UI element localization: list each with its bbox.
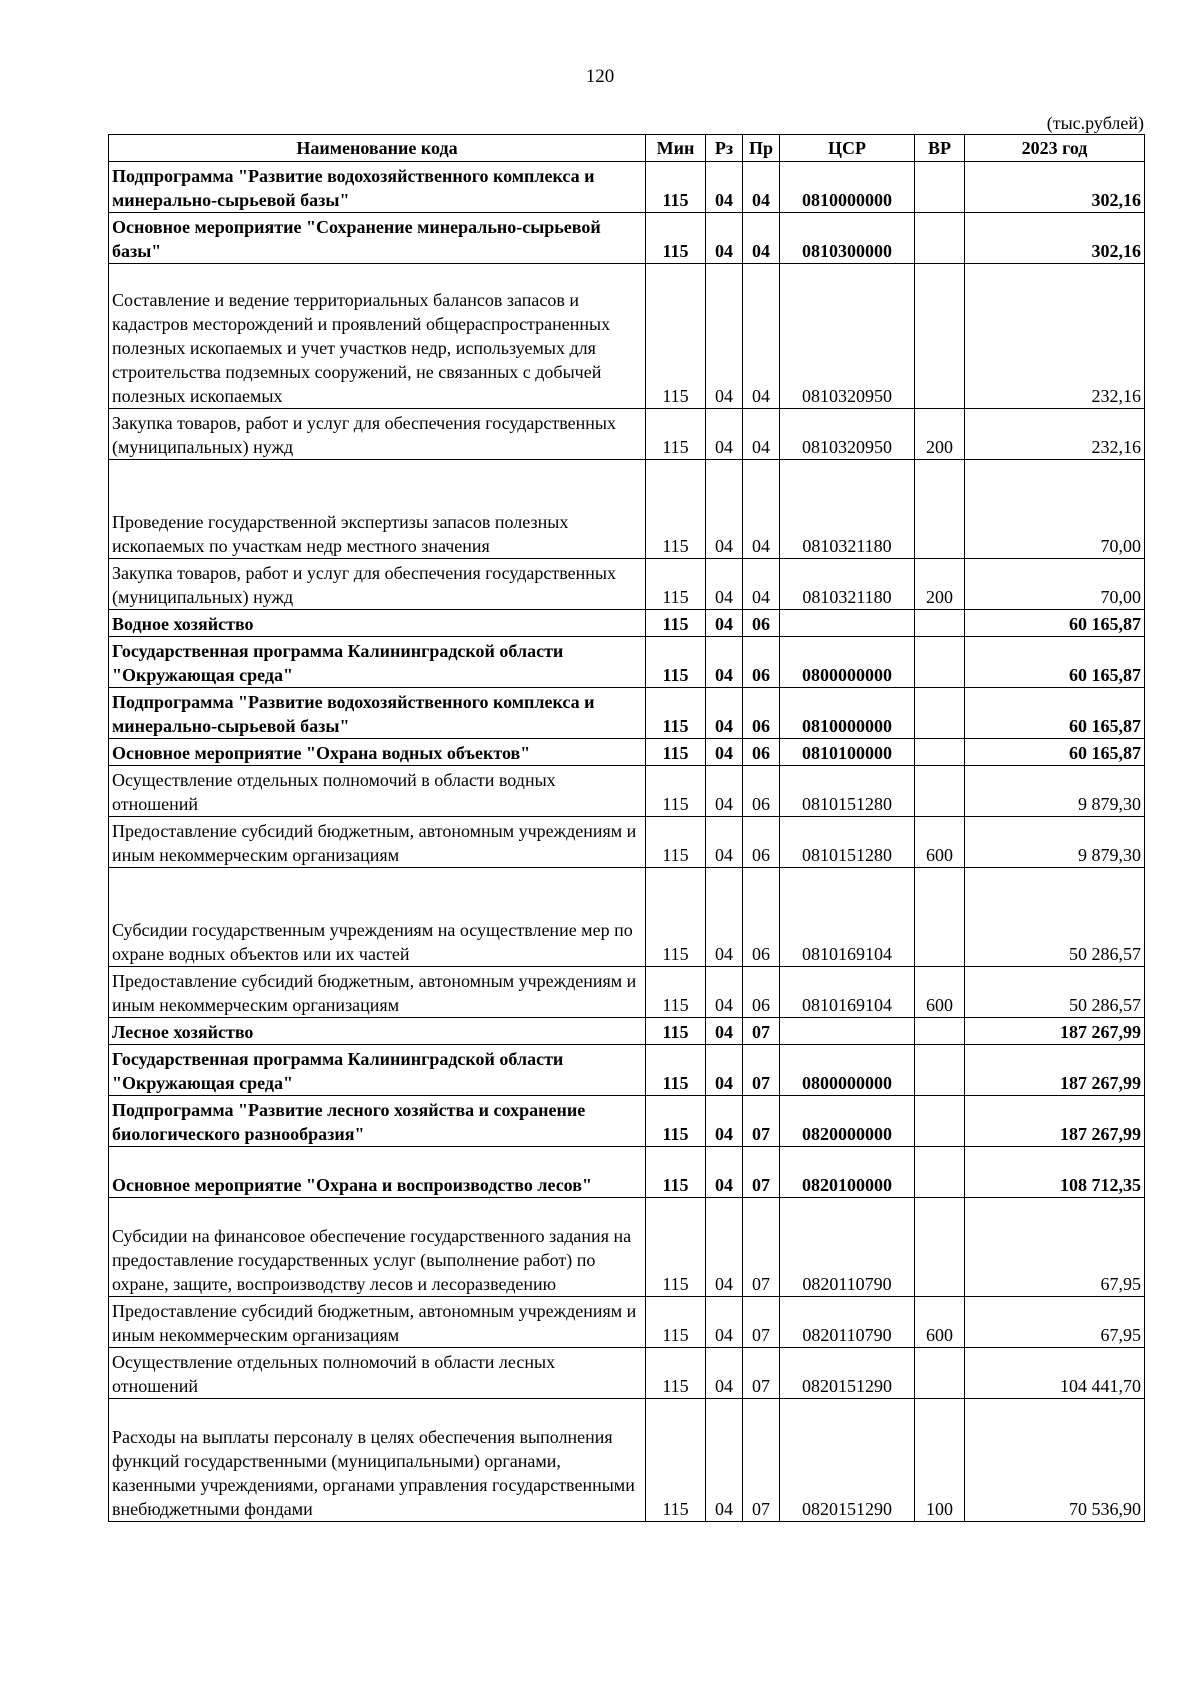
page-number: 120 <box>585 66 615 87</box>
cell-sum: 232,16 <box>965 264 1145 409</box>
cell-vr <box>915 1096 965 1147</box>
cell-sum: 70,00 <box>965 559 1145 610</box>
cell-pr: 07 <box>743 1018 780 1045</box>
cell-vr <box>915 1348 965 1399</box>
cell-vr: 200 <box>915 409 965 460</box>
cell-name: Водное хозяйство <box>109 610 646 637</box>
cell-sum: 67,95 <box>965 1297 1145 1348</box>
cell-csr: 0810320950 <box>780 264 915 409</box>
cell-rz: 04 <box>706 1348 743 1399</box>
table-row <box>109 1297 1145 1348</box>
cell-csr: 0820151290 <box>780 1348 915 1399</box>
cell-pr: 04 <box>743 162 780 213</box>
cell-pr: 06 <box>743 817 780 868</box>
cell-rz: 04 <box>706 162 743 213</box>
cell-pr: 07 <box>743 1096 780 1147</box>
table-row <box>109 213 1145 264</box>
cell-rz: 04 <box>706 1096 743 1147</box>
cell-csr: 0810151280 <box>780 766 915 817</box>
cell-vr: 100 <box>915 1399 965 1522</box>
table-row <box>109 610 1145 637</box>
header-min: Мин <box>646 135 706 162</box>
cell-rz: 04 <box>706 766 743 817</box>
table-row <box>109 1096 1145 1147</box>
cell-csr: 0810321180 <box>780 460 915 559</box>
table-row <box>109 739 1145 766</box>
cell-csr: 0820100000 <box>780 1147 915 1198</box>
cell-name: Подпрограмма "Развитие водохозяйственного комплекса и минерально-сырьевой базы" <box>109 162 646 213</box>
cell-name: Проведение государственной экспертизы запасов полезных ископаемых по участкам недр местного значения <box>109 460 646 559</box>
cell-csr: 0810000000 <box>780 162 915 213</box>
cell-sum: 60 165,87 <box>965 610 1145 637</box>
cell-name: Предоставление субсидий бюджетным, автономным учреждениям и иным некоммерческим организациям <box>109 817 646 868</box>
table-row <box>109 1198 1145 1297</box>
cell-csr: 0820110790 <box>780 1297 915 1348</box>
cell-name: Подпрограмма "Развитие лесного хозяйства и сохранение биологического разнообразия" <box>109 1096 646 1147</box>
cell-min: 115 <box>646 610 706 637</box>
cell-pr: 06 <box>743 739 780 766</box>
cell-pr: 06 <box>743 688 780 739</box>
cell-csr: 0810320950 <box>780 409 915 460</box>
cell-rz: 04 <box>706 1045 743 1096</box>
cell-sum: 232,16 <box>965 409 1145 460</box>
cell-min: 115 <box>646 868 706 967</box>
cell-rz: 04 <box>706 213 743 264</box>
header-year: 2023 год <box>965 135 1145 162</box>
cell-vr: 600 <box>915 1297 965 1348</box>
cell-name: Подпрограмма "Развитие водохозяйственного комплекса и минерально-сырьевой базы" <box>109 688 646 739</box>
cell-min: 115 <box>646 967 706 1018</box>
cell-rz: 04 <box>706 1147 743 1198</box>
header-pr: Пр <box>743 135 780 162</box>
cell-vr: 600 <box>915 817 965 868</box>
cell-pr: 06 <box>743 637 780 688</box>
table-row <box>109 264 1145 409</box>
cell-vr <box>915 637 965 688</box>
units-label: (тыс.рублей) <box>1046 113 1144 133</box>
cell-pr: 07 <box>743 1297 780 1348</box>
cell-rz: 04 <box>706 1399 743 1522</box>
cell-csr: 0810300000 <box>780 213 915 264</box>
cell-min: 115 <box>646 264 706 409</box>
cell-rz: 04 <box>706 817 743 868</box>
cell-pr: 04 <box>743 460 780 559</box>
cell-csr: 0800000000 <box>780 637 915 688</box>
cell-rz: 04 <box>706 610 743 637</box>
cell-rz: 04 <box>706 559 743 610</box>
cell-csr: 0810169104 <box>780 967 915 1018</box>
cell-vr <box>915 766 965 817</box>
table-row <box>109 1045 1145 1096</box>
cell-pr: 04 <box>743 213 780 264</box>
cell-sum: 9 879,30 <box>965 766 1145 817</box>
cell-name: Осуществление отдельных полномочий в области лесных отношений <box>109 1348 646 1399</box>
cell-vr <box>915 213 965 264</box>
cell-rz: 04 <box>706 264 743 409</box>
table-row <box>109 766 1145 817</box>
cell-sum: 9 879,30 <box>965 817 1145 868</box>
cell-sum: 60 165,87 <box>965 637 1145 688</box>
cell-csr: 0820151290 <box>780 1399 915 1522</box>
cell-name: Закупка товаров, работ и услуг для обеспечения государственных (муниципальных) нужд <box>109 559 646 610</box>
cell-pr: 06 <box>743 967 780 1018</box>
table-row <box>109 162 1145 213</box>
cell-name: Государственная программа Калининградской области "Окружающая среда" <box>109 1045 646 1096</box>
header-vr: ВР <box>915 135 965 162</box>
cell-name: Расходы на выплаты персоналу в целях обеспечения выполнения функций государственными (муниципальными) органами, казенными учреждениями, органами управления государственными внебюджетными фондами <box>109 1399 646 1522</box>
cell-rz: 04 <box>706 1297 743 1348</box>
cell-min: 115 <box>646 460 706 559</box>
cell-csr: 0810321180 <box>780 559 915 610</box>
cell-name: Субсидии на финансовое обеспечение государственного задания на предоставление государственных услуг (выполнение работ) по охране, защите, воспроизводству лесов и лесоразведению <box>109 1198 646 1297</box>
cell-name: Основное мероприятие "Сохранение минерально-сырьевой базы" <box>109 213 646 264</box>
cell-min: 115 <box>646 688 706 739</box>
cell-sum: 60 165,87 <box>965 739 1145 766</box>
cell-vr <box>915 739 965 766</box>
cell-sum: 187 267,99 <box>965 1045 1145 1096</box>
cell-min: 115 <box>646 1399 706 1522</box>
cell-name: Предоставление субсидий бюджетным, автономным учреждениям и иным некоммерческим организациям <box>109 1297 646 1348</box>
cell-sum: 187 267,99 <box>965 1096 1145 1147</box>
cell-name: Осуществление отдельных полномочий в области водных отношений <box>109 766 646 817</box>
cell-vr <box>915 688 965 739</box>
cell-csr: 0810100000 <box>780 739 915 766</box>
cell-sum: 50 286,57 <box>965 868 1145 967</box>
cell-name: Субсидии государственным учреждениям на осуществление мер по охране водных объектов или их частей <box>109 868 646 967</box>
cell-pr: 04 <box>743 559 780 610</box>
cell-sum: 302,16 <box>965 162 1145 213</box>
cell-min: 115 <box>646 1147 706 1198</box>
cell-csr: 0800000000 <box>780 1045 915 1096</box>
cell-vr <box>915 460 965 559</box>
cell-vr <box>915 1147 965 1198</box>
cell-sum: 302,16 <box>965 213 1145 264</box>
cell-sum: 67,95 <box>965 1198 1145 1297</box>
cell-vr <box>915 1198 965 1297</box>
cell-pr: 04 <box>743 264 780 409</box>
cell-name: Государственная программа Калининградской области "Окружающая среда" <box>109 637 646 688</box>
cell-rz: 04 <box>706 967 743 1018</box>
cell-vr <box>915 1018 965 1045</box>
cell-rz: 04 <box>706 637 743 688</box>
cell-min: 115 <box>646 1096 706 1147</box>
cell-sum: 70 536,90 <box>965 1399 1145 1522</box>
cell-sum: 187 267,99 <box>965 1018 1145 1045</box>
table-row <box>109 967 1145 1018</box>
cell-min: 115 <box>646 739 706 766</box>
cell-pr: 07 <box>743 1198 780 1297</box>
table-row <box>109 688 1145 739</box>
cell-pr: 07 <box>743 1147 780 1198</box>
cell-name: Закупка товаров, работ и услуг для обеспечения государственных (муниципальных) нужд <box>109 409 646 460</box>
cell-sum: 50 286,57 <box>965 967 1145 1018</box>
cell-csr: 0820110790 <box>780 1198 915 1297</box>
table-header-row <box>109 135 1145 162</box>
table-row <box>109 1147 1145 1198</box>
cell-min: 115 <box>646 559 706 610</box>
table-row <box>109 460 1145 559</box>
cell-sum: 108 712,35 <box>965 1147 1145 1198</box>
cell-pr: 06 <box>743 868 780 967</box>
cell-csr <box>780 1018 915 1045</box>
cell-pr: 04 <box>743 409 780 460</box>
cell-pr: 06 <box>743 610 780 637</box>
cell-vr: 600 <box>915 967 965 1018</box>
cell-vr <box>915 610 965 637</box>
cell-pr: 07 <box>743 1045 780 1096</box>
table-row <box>109 409 1145 460</box>
cell-name: Составление и ведение территориальных балансов запасов и кадастров месторождений и проявлений общераспространенных полезных ископаемых и учет участков недр, используемых для строительства подземных сооружений, не связанных с добычей полезных ископаемых <box>109 264 646 409</box>
cell-min: 115 <box>646 1018 706 1045</box>
cell-sum: 70,00 <box>965 460 1145 559</box>
table-body <box>109 162 1145 1522</box>
table-row <box>109 559 1145 610</box>
cell-pr: 07 <box>743 1348 780 1399</box>
cell-name: Основное мероприятие "Охрана и воспроизводство лесов" <box>109 1147 646 1198</box>
cell-min: 115 <box>646 1297 706 1348</box>
cell-vr <box>915 162 965 213</box>
cell-min: 115 <box>646 637 706 688</box>
budget-table <box>108 134 1145 1522</box>
cell-pr: 06 <box>743 766 780 817</box>
cell-csr: 0810151280 <box>780 817 915 868</box>
cell-vr <box>915 868 965 967</box>
cell-vr <box>915 264 965 409</box>
cell-rz: 04 <box>706 460 743 559</box>
table-row <box>109 1399 1145 1522</box>
cell-min: 115 <box>646 162 706 213</box>
cell-name: Основное мероприятие "Охрана водных объектов" <box>109 739 646 766</box>
cell-name: Предоставление субсидий бюджетным, автономным учреждениям и иным некоммерческим организациям <box>109 967 646 1018</box>
table-row <box>109 868 1145 967</box>
cell-pr: 07 <box>743 1399 780 1522</box>
header-csr: ЦСР <box>780 135 915 162</box>
cell-rz: 04 <box>706 1198 743 1297</box>
cell-min: 115 <box>646 213 706 264</box>
table-row <box>109 1018 1145 1045</box>
cell-rz: 04 <box>706 868 743 967</box>
cell-rz: 04 <box>706 688 743 739</box>
cell-rz: 04 <box>706 1018 743 1045</box>
cell-min: 115 <box>646 409 706 460</box>
cell-name: Лесное хозяйство <box>109 1018 646 1045</box>
cell-min: 115 <box>646 1348 706 1399</box>
cell-min: 115 <box>646 1198 706 1297</box>
cell-csr: 0810000000 <box>780 688 915 739</box>
header-rz: Рз <box>706 135 743 162</box>
cell-rz: 04 <box>706 739 743 766</box>
cell-csr <box>780 610 915 637</box>
table-row <box>109 817 1145 868</box>
table-row <box>109 637 1145 688</box>
cell-csr: 0820000000 <box>780 1096 915 1147</box>
table-row <box>109 1348 1145 1399</box>
cell-min: 115 <box>646 817 706 868</box>
cell-rz: 04 <box>706 409 743 460</box>
cell-min: 115 <box>646 766 706 817</box>
cell-min: 115 <box>646 1045 706 1096</box>
cell-sum: 104 441,70 <box>965 1348 1145 1399</box>
cell-csr: 0810169104 <box>780 868 915 967</box>
cell-vr <box>915 1045 965 1096</box>
header-name: Наименование кода <box>109 135 646 162</box>
cell-vr: 200 <box>915 559 965 610</box>
cell-sum: 60 165,87 <box>965 688 1145 739</box>
